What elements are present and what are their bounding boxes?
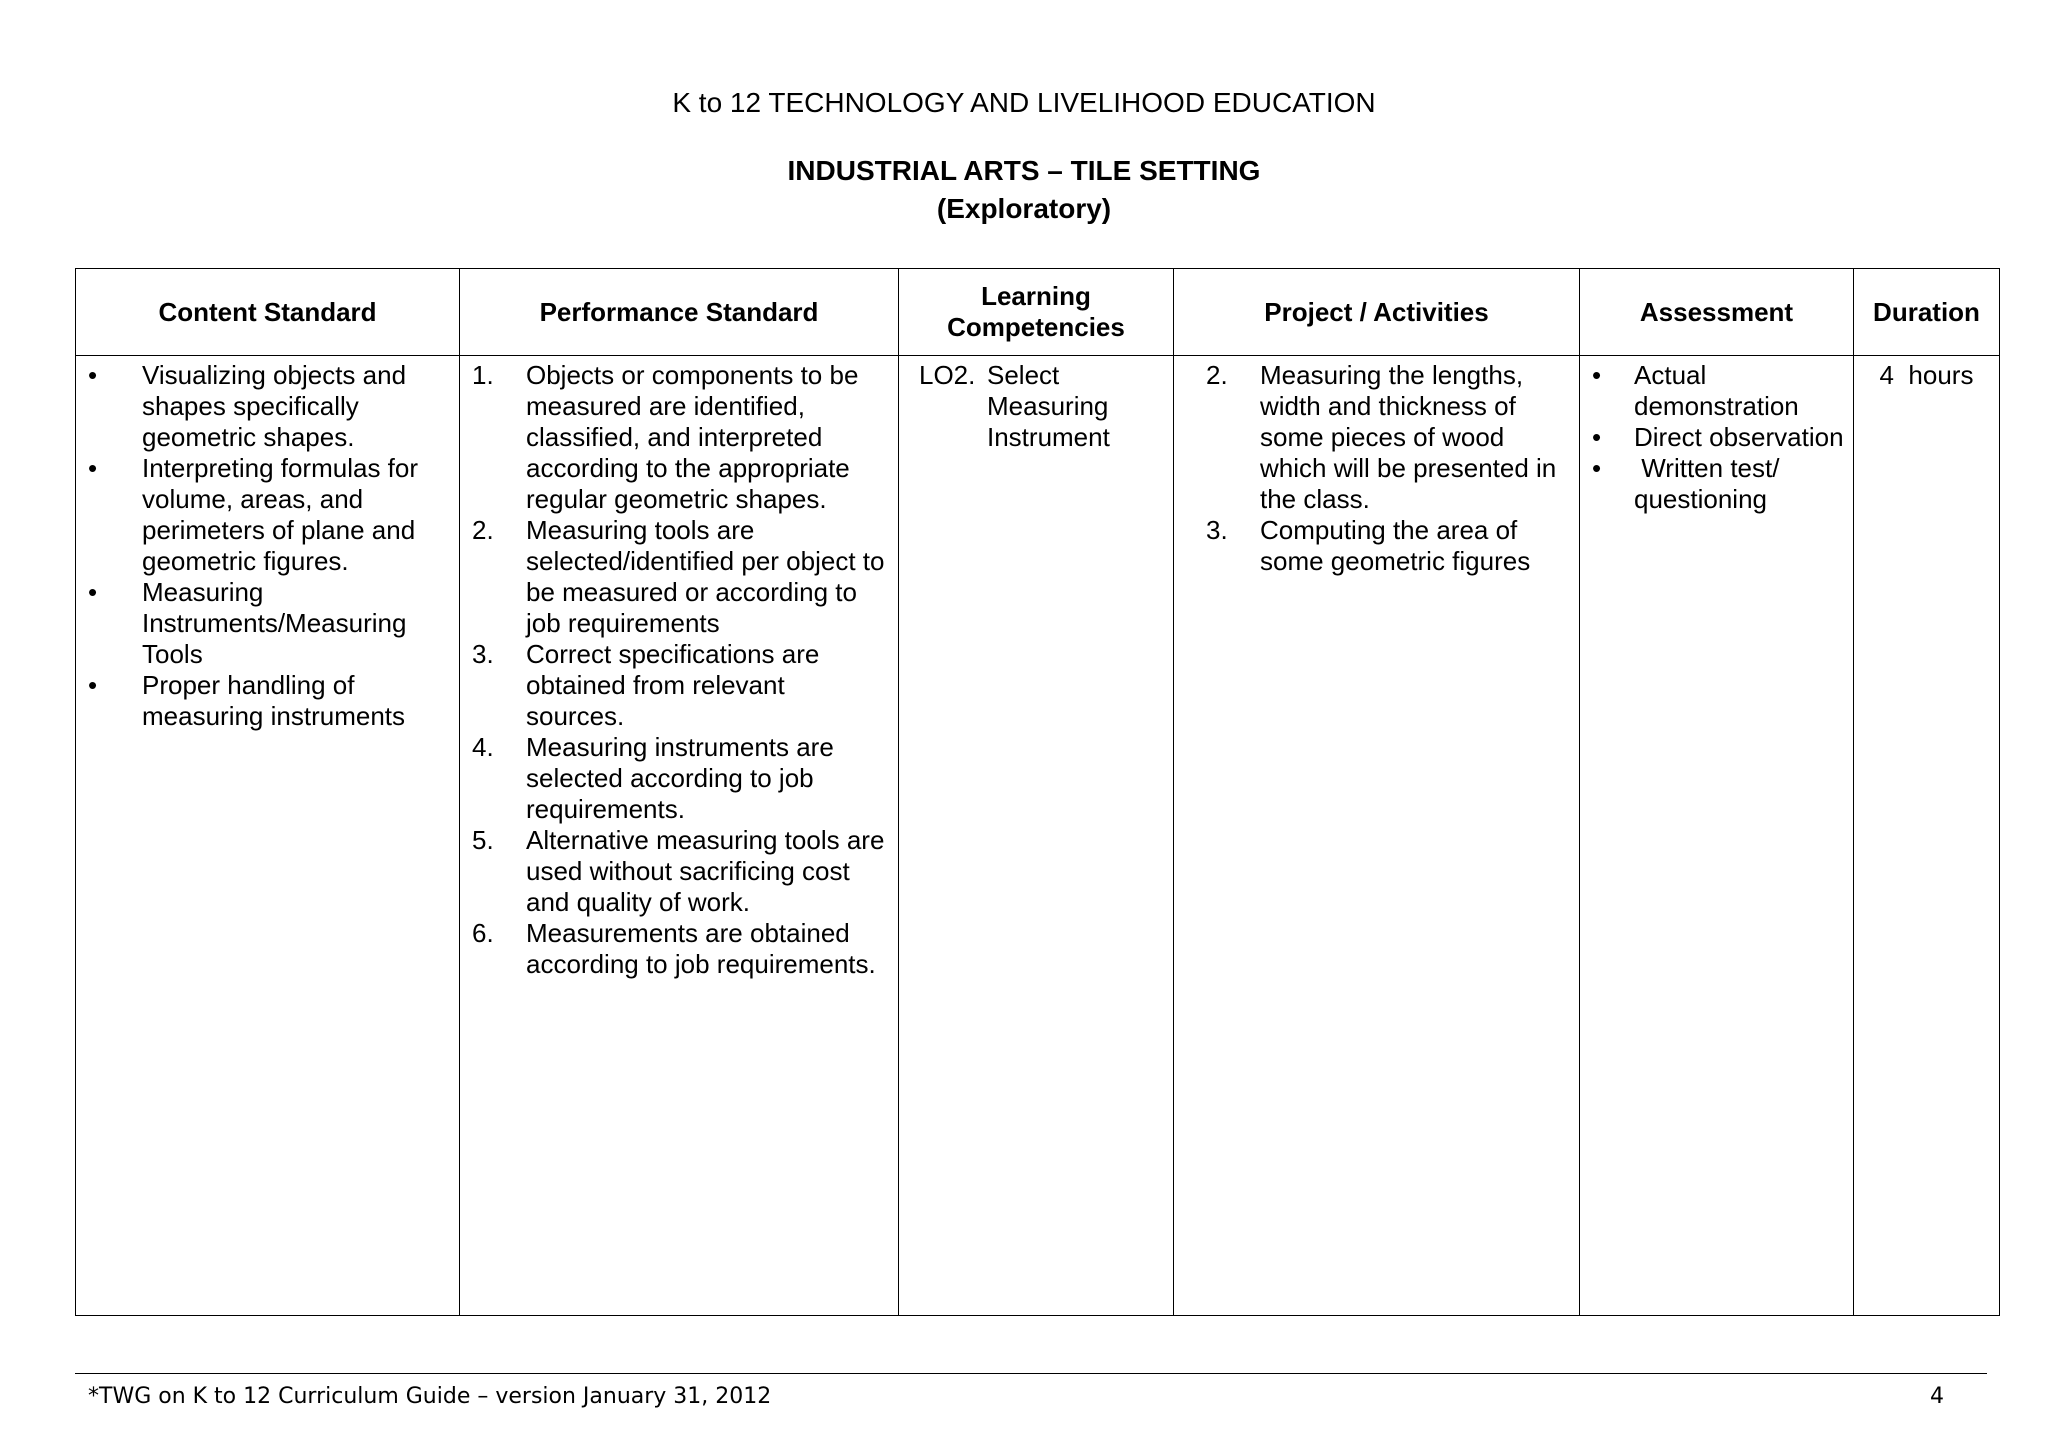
table-row: [76, 356, 2000, 1316]
item-number: 4.: [472, 732, 494, 762]
assessment-list: [1588, 360, 1845, 515]
list-item-text: Measurements are obtained according to job requirements.: [526, 918, 876, 979]
bullet-icon: •: [1592, 360, 1602, 390]
list-item-text: Objects or components to be measured are identified, classified, and interpreted according to the appropriate regular geometric shapes.: [526, 360, 859, 514]
list-item-text: Measuring Instruments/Measuring Tools: [142, 577, 407, 669]
header-duration: Duration: [1854, 269, 2000, 356]
cell-assessment: [1580, 356, 1854, 1316]
cell-duration: [1854, 356, 2000, 1316]
page-subtitle: [0, 152, 2048, 228]
list-item-text: Measuring the lengths, width and thickness of some pieces of wood which will be presented in the class.: [1260, 360, 1557, 514]
list-item: [468, 825, 890, 918]
item-number: 3.: [472, 639, 494, 669]
header-content-standard: Content Standard: [76, 269, 460, 356]
list-item: [1588, 422, 1845, 453]
subtitle-line-1: INDUSTRIAL ARTS – TILE SETTING: [787, 155, 1261, 186]
curriculum-table: [75, 268, 2000, 1316]
list-item: [1588, 453, 1845, 515]
bullet-icon: •: [88, 577, 98, 607]
list-item: [468, 732, 890, 825]
list-item-text: Actual demonstration: [1634, 360, 1799, 421]
list-item: [84, 360, 451, 453]
header-performance-standard: Performance Standard: [460, 269, 899, 356]
learning-outcome-text: Select Measuring Instrument: [987, 360, 1110, 452]
list-item: [468, 515, 890, 639]
list-item: [84, 453, 451, 577]
learning-outcome: [907, 360, 1165, 453]
header-assessment: Assessment: [1580, 269, 1854, 356]
bullet-icon: •: [88, 670, 98, 700]
bullet-icon: •: [88, 360, 98, 390]
list-item: [1588, 360, 1845, 422]
list-item-text: Computing the area of some geometric figures: [1260, 515, 1531, 576]
performance-standard-list: [468, 360, 890, 980]
bullet-icon: •: [88, 453, 98, 483]
list-item-text: Alternative measuring tools are used without sacrificing cost and quality of work.: [526, 825, 885, 917]
cell-learning-competencies: [899, 356, 1174, 1316]
list-item: [468, 360, 890, 515]
learning-outcome-code: LO2.: [919, 360, 976, 390]
item-number: 3.: [1206, 515, 1228, 545]
list-item: [468, 918, 890, 980]
list-item: [84, 670, 451, 732]
list-item-text: Visualizing objects and shapes specifically geometric shapes.: [142, 360, 407, 452]
content-standard-list: [84, 360, 451, 732]
list-item-text: Direct observation: [1634, 422, 1844, 452]
list-item-text: Interpreting formulas for volume, areas, and perimeters of plane and geometric figures.: [142, 453, 419, 576]
subtitle-line-2: (Exploratory): [936, 193, 1112, 224]
list-item-text: Measuring instruments are selected according to job requirements.: [526, 732, 834, 824]
header-project-activities: Project / Activities: [1174, 269, 1580, 356]
project-activities-list: [1182, 360, 1571, 577]
item-number: 5.: [472, 825, 494, 855]
header-learning-competencies: Learning Competencies: [899, 269, 1174, 356]
cell-project-activities: [1174, 356, 1580, 1316]
table-header-row: [76, 269, 2000, 356]
item-number: 2.: [472, 515, 494, 545]
list-item: [1202, 515, 1571, 577]
bullet-icon: •: [1592, 453, 1602, 483]
bullet-icon: •: [1592, 422, 1602, 452]
list-item-text: Proper handling of measuring instruments: [142, 670, 405, 731]
page-number: 4: [1930, 1384, 1944, 1409]
item-number: 2.: [1206, 360, 1228, 390]
item-number: 1.: [472, 360, 494, 390]
list-item: [468, 639, 890, 732]
page-title: K to 12 TECHNOLOGY AND LIVELIHOOD EDUCATION: [672, 87, 1376, 118]
cell-performance-standard: [460, 356, 899, 1316]
footer-text: *TWG on K to 12 Curriculum Guide – version January 31, 2012: [88, 1384, 772, 1409]
list-item-text: Correct specifications are obtained from relevant sources.: [526, 639, 820, 731]
item-number: 6.: [472, 918, 494, 948]
list-item-text: Written test/ questioning: [1634, 453, 1787, 514]
footer-divider: [75, 1373, 1987, 1374]
list-item: [84, 577, 451, 670]
cell-content-standard: [76, 356, 460, 1316]
list-item-text: Measuring tools are selected/identified per object to be measured or according to job requirements: [526, 515, 885, 638]
list-item: [1202, 360, 1571, 515]
duration-value: 4 hours: [1879, 360, 1974, 390]
